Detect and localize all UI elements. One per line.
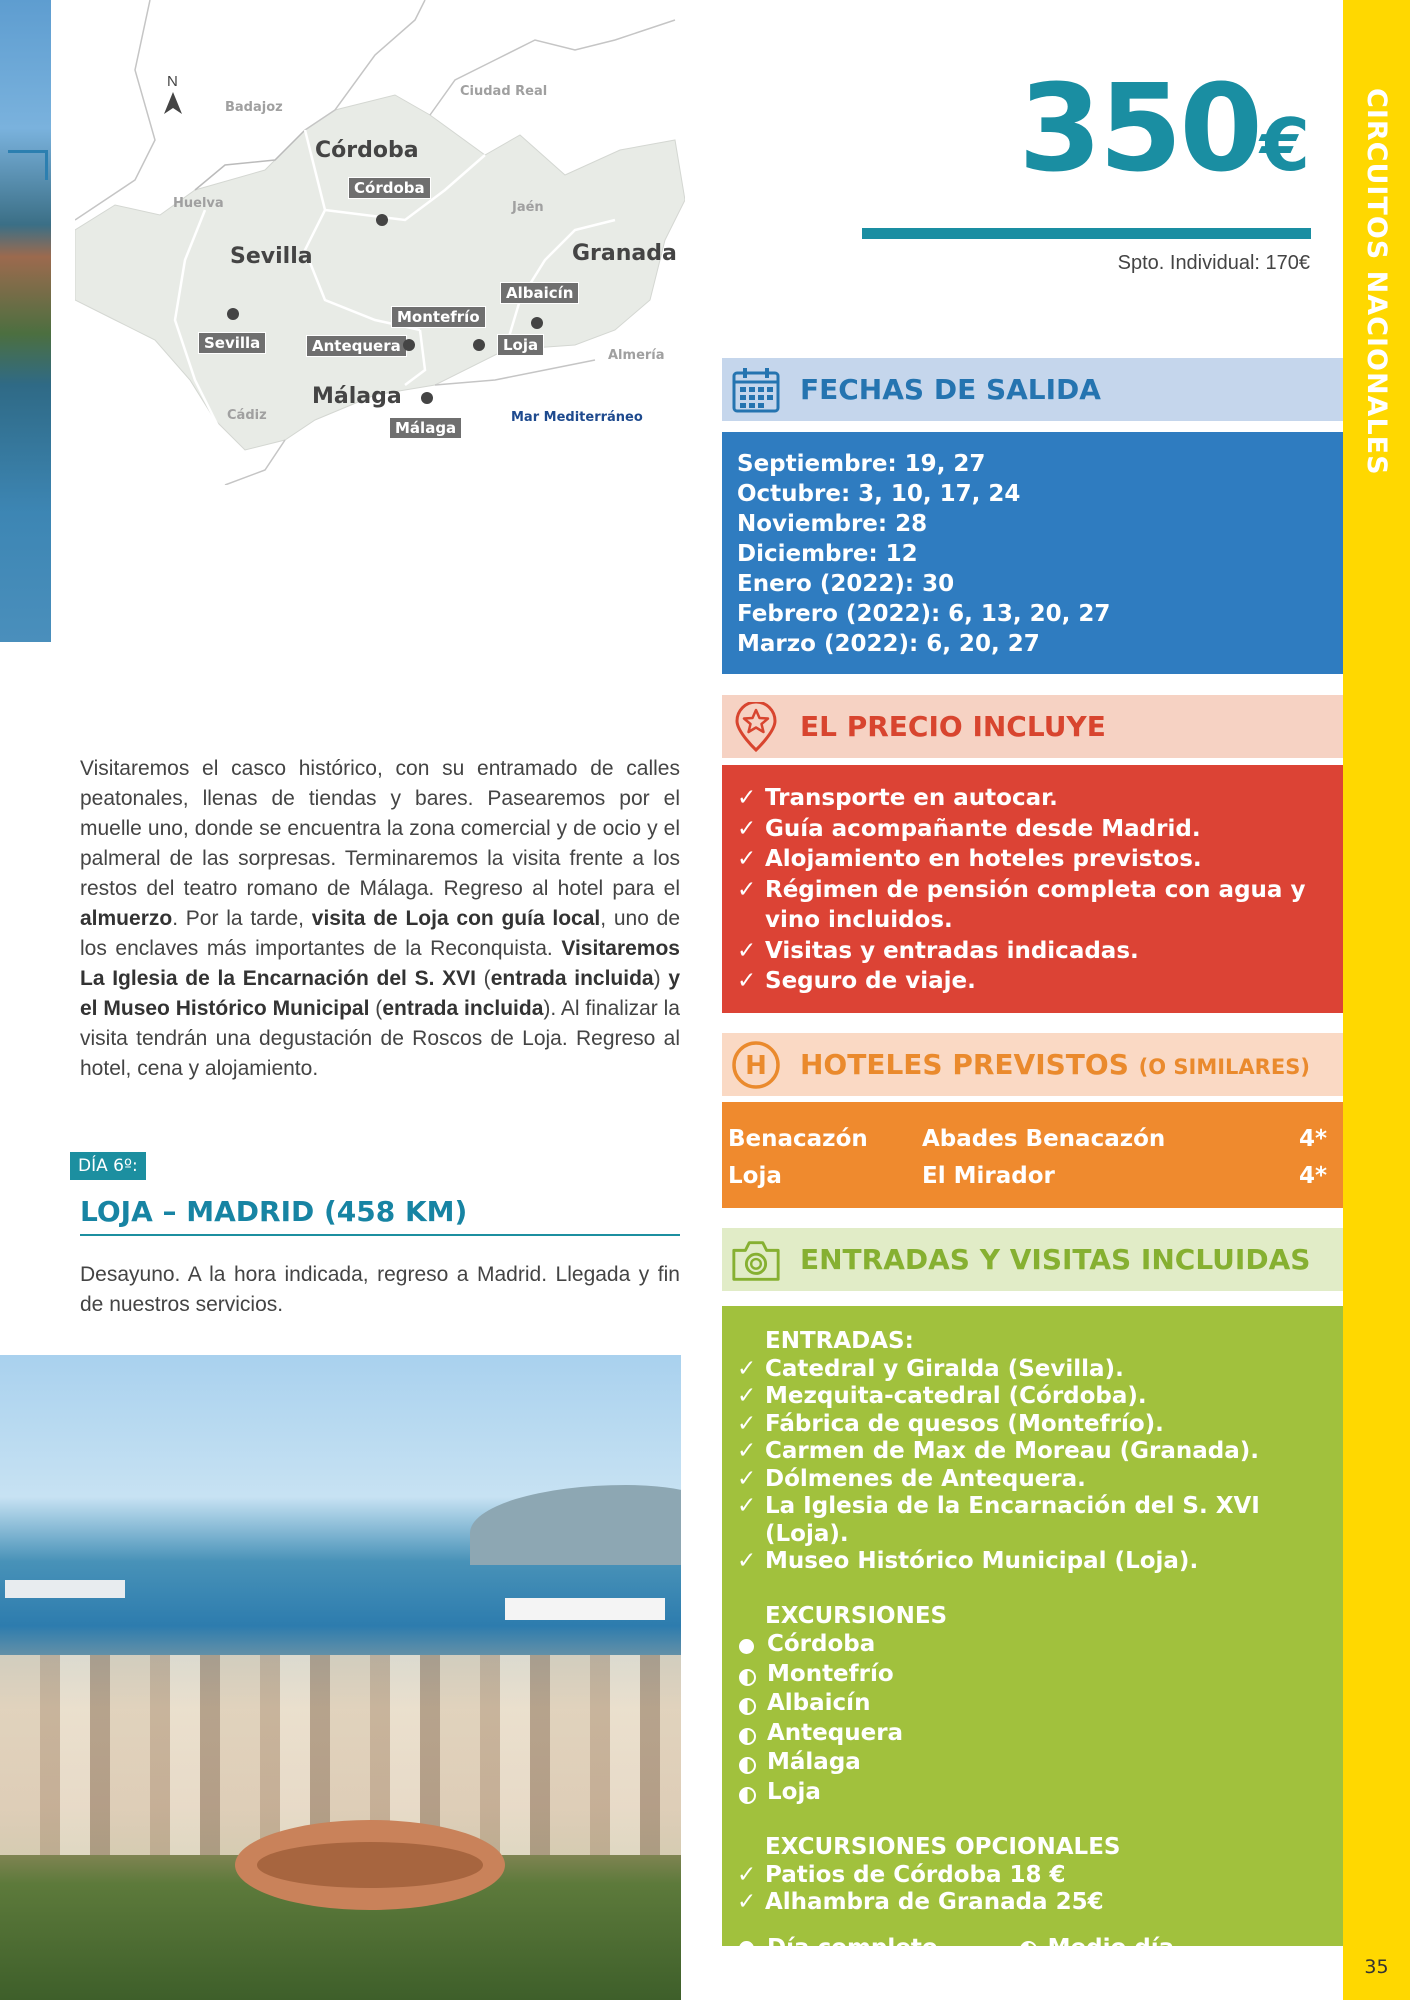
- price-amount: 350: [1018, 60, 1260, 199]
- date-row: Febrero (2022): 6, 13, 20, 27: [737, 601, 1111, 627]
- tag-malaga: Málaga: [389, 417, 462, 439]
- day-title: LOJA – MADRID (458 KM): [80, 1195, 680, 1236]
- entradas-subtitle: ENTRADAS:: [765, 1328, 914, 1354]
- province-almeria: Almería: [608, 348, 665, 363]
- hotel-name: El Mirador: [922, 1163, 1055, 1189]
- hotel-name: Abades Benacazón: [922, 1126, 1166, 1152]
- province-badajoz: Badajoz: [225, 100, 283, 115]
- section-fechas-title: FECHAS DE SALIDA: [800, 373, 1101, 406]
- hotel-row: [728, 1126, 1337, 1163]
- section-label: CIRCUITOS NACIONALES: [1361, 88, 1392, 476]
- province-jaen: Jaén: [512, 200, 544, 215]
- city-sevilla: Sevilla: [230, 244, 313, 269]
- list-item: Albaicín: [737, 1689, 1328, 1719]
- city-cordoba: Córdoba: [315, 138, 419, 163]
- price-rule: [862, 228, 1311, 239]
- section-incluye-header: [722, 695, 1343, 758]
- section-incluye-list: [722, 765, 1343, 1013]
- list-item: Loja: [737, 1778, 1328, 1808]
- province-ciudad-real: Ciudad Real: [460, 84, 548, 99]
- section-hoteles-title: HOTELES PREVISTOS (O SIMILARES): [800, 1048, 1310, 1081]
- route-map: [75, 0, 685, 485]
- tag-albaicin: Albaicín: [500, 282, 579, 304]
- photo-malaga: [0, 1355, 681, 2000]
- dot-cordoba: [376, 214, 388, 226]
- section-incluye-title: EL PRECIO INCLUYE: [800, 710, 1106, 743]
- section-hoteles-header: [722, 1033, 1343, 1096]
- price-supplement: Spto. Individual: 170€: [1117, 252, 1310, 274]
- section-fechas-list: [722, 432, 1343, 674]
- tag-sevilla: Sevilla: [198, 332, 266, 354]
- dot-malaga: [421, 392, 433, 404]
- province-huelva: Huelva: [173, 196, 224, 211]
- list-item: ✓ Catedral y Giralda (Sevilla).: [737, 1356, 1328, 1384]
- list-item: ✓ Transporte en autocar.: [737, 783, 1328, 814]
- tag-cordoba: Córdoba: [348, 177, 431, 199]
- price-currency: €: [1259, 103, 1310, 187]
- list-item: ✓ Seguro de viaje.: [737, 966, 1328, 997]
- hotel-row: [728, 1163, 1337, 1200]
- list-item: ✓ Mezquita-catedral (Córdoba).: [737, 1383, 1328, 1411]
- price: [900, 60, 1310, 199]
- list-item: Málaga: [737, 1748, 1328, 1778]
- day5-description: Visitaremos el casco histórico, con su entramado de calles peatonales, llenas de tiendas y bares. Pasearemos por el muelle uno, donde se encuentra la zona comercial y de ocio y el palmeral de las sorpresas. Terminaremos la visita frente a los restos del teatro romano de Málaga. Regreso al hotel para el almuerzo. Por la tarde, visita de Loja con guía local, uno de los enclaves más importantes de la Reconquista. Visitaremos La Iglesia de la Encarnación del S. XVI (entrada incluida) y el Museo Histórico Municipal (entrada incluida). Al finalizar la visita tendrán una degustación de Roscos de Loja. Regreso al hotel, cena y alojamiento.: [80, 757, 681, 1080]
- city-malaga: Málaga: [312, 384, 402, 409]
- city-granada: Granada: [572, 241, 677, 266]
- calendar-icon: [730, 364, 782, 416]
- hotel-city: Benacazón: [728, 1126, 868, 1152]
- list-item: Córdoba: [737, 1630, 1328, 1660]
- hotel-city: Loja: [728, 1163, 782, 1189]
- dot-sevilla: [227, 308, 239, 320]
- dot-granada: [531, 317, 543, 329]
- dot-antequera: [403, 339, 415, 351]
- dot-loja: [473, 339, 485, 351]
- north-label: N: [167, 73, 178, 90]
- page-number: 35: [1364, 1956, 1389, 1978]
- hotel-icon: [730, 1039, 782, 1091]
- list-item: ✓ Régimen de pensión completa con agua y vino incluidos.: [737, 875, 1328, 936]
- hotel-stars: 4*: [1298, 1163, 1327, 1189]
- day-badge: DÍA 6º:: [70, 1152, 146, 1180]
- list-item: Antequera: [737, 1719, 1328, 1749]
- list-item: ✓ Fábrica de quesos (Montefrío).: [737, 1411, 1328, 1439]
- date-row: Septiembre: 19, 27: [737, 451, 986, 477]
- tag-loja: Loja: [497, 334, 544, 356]
- hotel-stars: 4*: [1298, 1126, 1327, 1152]
- star-badge-icon: [730, 701, 782, 753]
- legend-half-day: Medio día: [1018, 1935, 1175, 1963]
- section-fechas-header: [722, 358, 1343, 421]
- section-entradas-list: [722, 1306, 1343, 1961]
- camera-icon: [730, 1234, 782, 1286]
- tag-montefrio: Montefrío: [391, 306, 486, 328]
- date-row: Diciembre: 12: [737, 541, 918, 567]
- list-item: ✓ Dólmenes de Antequera.: [737, 1466, 1328, 1494]
- label-sea: Mar Mediterráneo: [511, 410, 643, 425]
- opcionales-subtitle: EXCURSIONES OPCIONALES: [765, 1834, 1121, 1860]
- date-row: Enero (2022): 30: [737, 571, 955, 597]
- section-entradas-header: [722, 1228, 1343, 1291]
- date-row: Marzo (2022): 6, 20, 27: [737, 631, 1040, 657]
- list-item: ✓ Visitas y entradas indicadas.: [737, 936, 1328, 967]
- section-hoteles-table: [722, 1102, 1343, 1208]
- list-item: ✓ Guía acompañante desde Madrid.: [737, 814, 1328, 845]
- list-item: Montefrío: [737, 1660, 1328, 1690]
- date-row: Octubre: 3, 10, 17, 24: [737, 481, 1021, 507]
- list-item: ✓ Museo Histórico Municipal (Loja).: [737, 1548, 1328, 1576]
- list-item: ✓ Carmen de Max de Moreau (Granada).: [737, 1438, 1328, 1466]
- photo-strip-harbour: [0, 0, 51, 642]
- legend: [737, 1935, 1328, 1963]
- tag-antequera: Antequera: [306, 335, 407, 357]
- north-arrow-icon: [162, 90, 184, 116]
- date-row: Noviembre: 28: [737, 511, 928, 537]
- list-item: ✓ Patios de Córdoba 18 €: [737, 1862, 1328, 1890]
- list-item: ✓ Alhambra de Granada 25€: [737, 1889, 1328, 1917]
- legend-full-day: Día completo: [737, 1935, 938, 1963]
- section-entradas-title: ENTRADAS Y VISITAS INCLUIDAS: [800, 1243, 1311, 1276]
- excursiones-subtitle: EXCURSIONES: [765, 1602, 948, 1629]
- province-cadiz: Cádiz: [227, 408, 267, 423]
- svg-text:H: H: [745, 1050, 767, 1081]
- day6-description: Desayuno. A la hora indicada, regreso a Madrid. Llegada y fin de nuestros servicios.: [80, 1263, 680, 1316]
- list-item: ✓ Alojamiento en hoteles previstos.: [737, 844, 1328, 875]
- list-item: ✓ La Iglesia de la Encarnación del S. XVI (Loja).: [737, 1493, 1328, 1548]
